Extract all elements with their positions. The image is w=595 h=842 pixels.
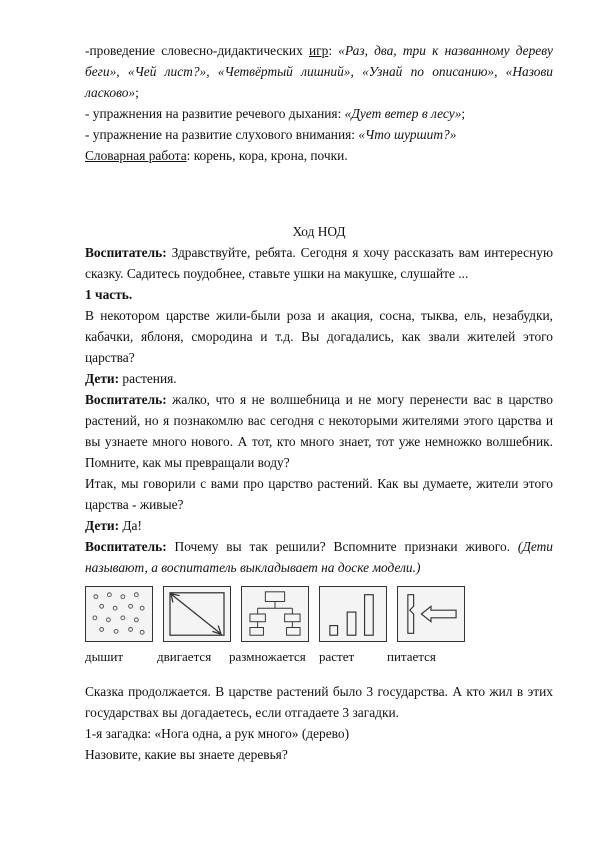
- question-text: Почему вы так решили? Вспомните признаки живого.: [166, 539, 518, 554]
- games-list: «Раз, два, три к названному дереву беги», «Чей лист?», «Четвёртый лишний», «Узнай по описанию», «Назови ласково»: [85, 43, 554, 100]
- games-paragraph: [85, 40, 553, 103]
- speaker-children: Дети:: [85, 371, 120, 386]
- part-label: 1 часть.: [85, 287, 133, 302]
- stage-direction: (Дети называют, а воспитатель выкладывает на доске модели.): [85, 539, 553, 575]
- vocabulary-label: Словарная работа: [85, 148, 187, 163]
- vocabulary-work: [85, 145, 553, 166]
- games-prefix: -проведение словесно-дидактических: [85, 43, 309, 58]
- breathing-prefix: - упражнения на развитие речевого дыхания:: [85, 106, 345, 121]
- vocabulary-text: : корень, кора, крона, почки.: [186, 148, 348, 163]
- speaker-children: Дети:: [85, 518, 120, 533]
- hearing-game: «Что шуршит?»: [358, 127, 457, 142]
- caption-reproduces: размножается: [229, 649, 306, 664]
- movement-model-icon: [163, 586, 231, 642]
- trees-question: Назовите, какие вы знаете деревья?: [85, 747, 288, 762]
- hearing-prefix: - упражнение на развитие слухового внимания:: [85, 127, 359, 142]
- speaker-teacher: Воспитатель:: [85, 539, 167, 554]
- answer-text: растения.: [119, 371, 177, 386]
- model-captions: [85, 646, 553, 667]
- games-colon: :: [328, 43, 339, 58]
- breathing-game: «Дует ветер в лесу»: [344, 106, 462, 121]
- caption-breathes: дышит: [85, 649, 123, 664]
- caption-grows: растет: [319, 649, 355, 664]
- story-paragraph: В некотором царстве жили-были роза и акация, сосна, тыква, ель, незабудки, кабачки, яблоня, смородина и т.д. Вы догадались, как звали жителей этого царства?: [85, 308, 553, 365]
- teacher-greeting: [85, 242, 553, 284]
- games-word: игр: [308, 43, 329, 58]
- games-end: ;: [135, 85, 139, 100]
- children-answer-2: [85, 515, 553, 536]
- teacher-reply: [85, 389, 553, 473]
- speaker-teacher: Воспитатель:: [85, 392, 167, 407]
- question-paragraph: Итак, мы говорили с вами про царство растений. Как вы думаете, жители этого царства - живые?: [85, 476, 553, 512]
- story-continues: Сказка продолжается. В царстве растений было 3 государства. А кто жил в этих государствах вы догадаетесь, если отгадаете 3 загадки.: [85, 684, 553, 720]
- nutrition-model-icon: [397, 586, 465, 642]
- part-heading: [85, 284, 553, 305]
- teacher-question: [85, 536, 553, 578]
- caption-eats: питается: [387, 649, 436, 664]
- growth-model-icon: [319, 586, 387, 642]
- breathing-end: ;: [461, 106, 466, 121]
- hearing-exercise: [85, 124, 553, 145]
- document-page: [85, 40, 553, 765]
- caption-moves: двигается: [157, 649, 212, 664]
- greeting-text: Здравствуйте, ребята. Сегодня я хочу рассказать вам интересную сказку. Садитесь поудобнее, ставьте ушки на макушке, слушайте ...: [85, 245, 553, 281]
- children-answer-1: [85, 368, 553, 389]
- breathing-exercise: [85, 103, 553, 124]
- model-cards: [85, 586, 553, 642]
- section-heading: Ход НОД: [292, 224, 346, 239]
- speaker-teacher: Воспитатель:: [85, 245, 167, 260]
- answer-text: Да!: [119, 518, 142, 533]
- breathing-model-icon: [85, 586, 153, 642]
- reply-text: жалко, что я не волшебница и не могу перенести вас в царство растений, но я познакомлю вас сегодня с некоторыми жителями этого царства и вы узнаете много нового. А тот, кто много знает, тот уже немножко волшебник. Помните, как мы превращали воду?: [85, 392, 553, 470]
- reproduction-model-icon: [241, 586, 309, 642]
- riddle-1: 1-я загадка: «Нога одна, а рук много» (дерево): [85, 726, 350, 741]
